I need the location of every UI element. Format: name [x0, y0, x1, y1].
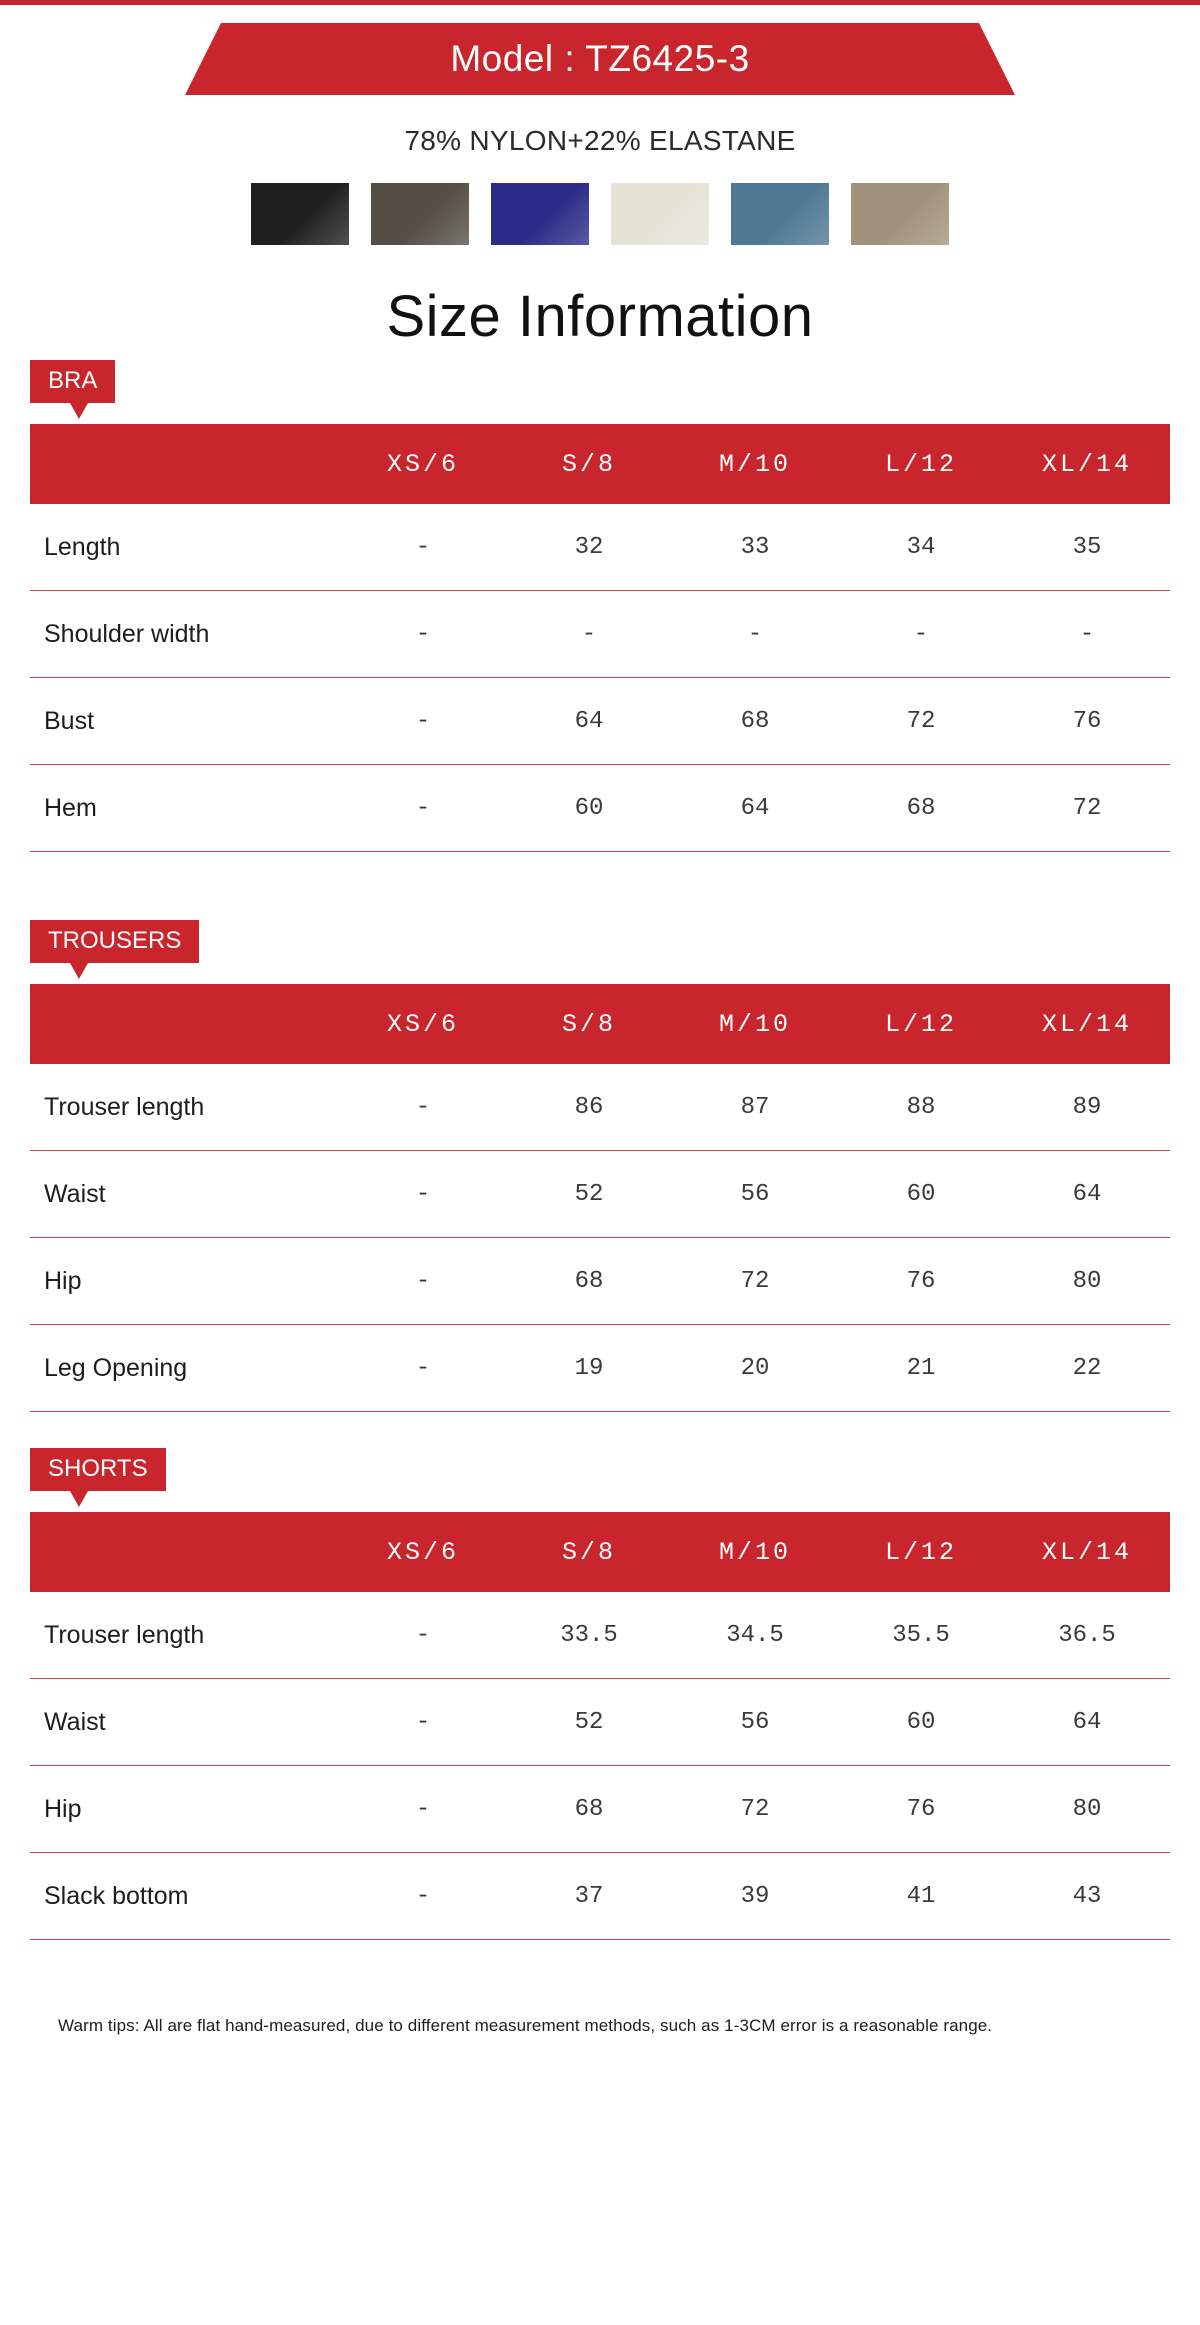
column-header-size: S/8	[506, 1512, 672, 1592]
section-tag-container	[30, 920, 1200, 972]
measure-value: 76	[838, 1238, 1004, 1325]
swatch-black[interactable]	[251, 183, 349, 245]
measure-value: 37	[506, 1853, 672, 1940]
table-row	[30, 1325, 1170, 1412]
measure-value: 72	[672, 1238, 838, 1325]
swatch-navy-blue[interactable]	[491, 183, 589, 245]
size-table	[30, 1512, 1170, 1940]
column-header-size: M/10	[672, 1512, 838, 1592]
measure-value: 20	[672, 1325, 838, 1412]
table-header-row	[30, 424, 1170, 504]
column-header-size: M/10	[672, 984, 838, 1064]
measure-value: 89	[1004, 1064, 1170, 1151]
size-section	[0, 920, 1200, 1438]
measure-label: Slack bottom	[30, 1853, 340, 1940]
swatch-dark-taupe[interactable]	[371, 183, 469, 245]
measure-value: 76	[838, 1766, 1004, 1853]
column-header-size: S/8	[506, 424, 672, 504]
section-tag-label: BRA	[30, 360, 115, 403]
column-header-size: XL/14	[1004, 1512, 1170, 1592]
table-row	[30, 1592, 1170, 1679]
measure-label: Trouser length	[30, 1592, 340, 1679]
column-header-size: S/8	[506, 984, 672, 1064]
table-row	[30, 765, 1170, 852]
measure-value: -	[340, 678, 506, 765]
measure-value: -	[340, 1064, 506, 1151]
column-header-size: XS/6	[340, 984, 506, 1064]
measure-value: 68	[838, 765, 1004, 852]
measure-value: 52	[506, 1679, 672, 1766]
measure-value: 22	[1004, 1325, 1170, 1412]
size-section	[0, 1448, 1200, 1966]
measure-value: 76	[1004, 678, 1170, 765]
measure-label: Leg Opening	[30, 1325, 340, 1412]
table-header-row	[30, 1512, 1170, 1592]
size-section	[0, 360, 1200, 910]
table-header-row	[30, 984, 1170, 1064]
model-banner: Model : TZ6425-3	[185, 23, 1015, 95]
measure-value: 64	[1004, 1151, 1170, 1238]
measure-value: 36.5	[1004, 1592, 1170, 1679]
measure-label: Length	[30, 504, 340, 591]
section-tag-container	[30, 1448, 1200, 1500]
swatch-cream[interactable]	[611, 183, 709, 245]
measure-value: 56	[672, 1151, 838, 1238]
measure-label: Bust	[30, 678, 340, 765]
color-swatch-row	[0, 183, 1200, 245]
measure-value: -	[340, 1151, 506, 1238]
measure-value: 35	[1004, 504, 1170, 591]
warm-tips-note: Warm tips: All are flat hand-measured, due to different measurement methods, such as 1-3CM error is a reasonable range.	[58, 2016, 993, 2035]
table-row	[30, 591, 1170, 678]
top-accent-rule	[0, 0, 1200, 5]
measure-value: 32	[506, 504, 672, 591]
swatch-steel-blue[interactable]	[731, 183, 829, 245]
measure-value: 86	[506, 1064, 672, 1151]
measure-value: 68	[672, 678, 838, 765]
measure-value: 41	[838, 1853, 1004, 1940]
measure-value: 72	[672, 1766, 838, 1853]
section-tag-container	[30, 360, 1200, 412]
column-header-size: M/10	[672, 424, 838, 504]
table-row	[30, 504, 1170, 591]
measure-value: 33.5	[506, 1592, 672, 1679]
measure-value: 64	[1004, 1679, 1170, 1766]
column-header-size: XS/6	[340, 1512, 506, 1592]
measure-value: -	[672, 591, 838, 678]
size-table	[30, 984, 1170, 1412]
column-header-size: L/12	[838, 1512, 1004, 1592]
measure-label: Hip	[30, 1238, 340, 1325]
table-row	[30, 1853, 1170, 1940]
table-row	[30, 1064, 1170, 1151]
measure-value: -	[506, 591, 672, 678]
measure-value: -	[340, 1766, 506, 1853]
measure-label: Shoulder width	[30, 591, 340, 678]
measure-value: 80	[1004, 1238, 1170, 1325]
table-row	[30, 1679, 1170, 1766]
table-row	[30, 1766, 1170, 1853]
column-header-measure	[30, 1512, 340, 1592]
column-header-measure	[30, 984, 340, 1064]
measure-value: -	[340, 1325, 506, 1412]
table-row	[30, 1151, 1170, 1238]
measure-label: Hem	[30, 765, 340, 852]
column-header-size: L/12	[838, 984, 1004, 1064]
measure-value: -	[838, 591, 1004, 678]
measure-value: 60	[506, 765, 672, 852]
measure-label: Waist	[30, 1679, 340, 1766]
section-tag-label: SHORTS	[30, 1448, 166, 1491]
measure-value: -	[340, 765, 506, 852]
size-table	[30, 424, 1170, 852]
section-tag-label: TROUSERS	[30, 920, 199, 963]
measure-value: 60	[838, 1679, 1004, 1766]
column-header-size: XL/14	[1004, 424, 1170, 504]
measure-value: 39	[672, 1853, 838, 1940]
measure-value: 35.5	[838, 1592, 1004, 1679]
measure-value: -	[340, 1592, 506, 1679]
measure-value: -	[340, 591, 506, 678]
measure-label: Waist	[30, 1151, 340, 1238]
composition-text: 78% NYLON+22% ELASTANE	[404, 125, 796, 156]
column-header-measure	[30, 424, 340, 504]
measure-value: 43	[1004, 1853, 1170, 1940]
measure-value: 21	[838, 1325, 1004, 1412]
page-title: Size Information	[386, 284, 814, 349]
measure-value: 56	[672, 1679, 838, 1766]
measure-value: 72	[838, 678, 1004, 765]
section-spacer	[0, 852, 1200, 910]
measure-value: 87	[672, 1064, 838, 1151]
column-header-size: XS/6	[340, 424, 506, 504]
swatch-khaki[interactable]	[851, 183, 949, 245]
measure-value: -	[340, 1679, 506, 1766]
measure-value: 68	[506, 1238, 672, 1325]
table-row	[30, 678, 1170, 765]
column-header-size: XL/14	[1004, 984, 1170, 1064]
section-spacer	[0, 1940, 1200, 1966]
model-banner-container	[0, 23, 1200, 95]
measure-label: Trouser length	[30, 1064, 340, 1151]
measure-value: -	[340, 504, 506, 591]
measure-value: -	[1004, 591, 1170, 678]
measure-value: 33	[672, 504, 838, 591]
measure-value: 64	[672, 765, 838, 852]
measure-value: 80	[1004, 1766, 1170, 1853]
size-sections	[0, 360, 1200, 1966]
measure-value: 68	[506, 1766, 672, 1853]
measure-value: 64	[506, 678, 672, 765]
column-header-size: L/12	[838, 424, 1004, 504]
section-spacer	[0, 1412, 1200, 1438]
measure-value: 34	[838, 504, 1004, 591]
measure-value: -	[340, 1853, 506, 1940]
measure-value: 52	[506, 1151, 672, 1238]
measure-value: -	[340, 1238, 506, 1325]
table-row	[30, 1238, 1170, 1325]
measure-label: Hip	[30, 1766, 340, 1853]
measure-value: 72	[1004, 765, 1170, 852]
measure-value: 88	[838, 1064, 1004, 1151]
measure-value: 60	[838, 1151, 1004, 1238]
measure-value: 34.5	[672, 1592, 838, 1679]
measure-value: 19	[506, 1325, 672, 1412]
